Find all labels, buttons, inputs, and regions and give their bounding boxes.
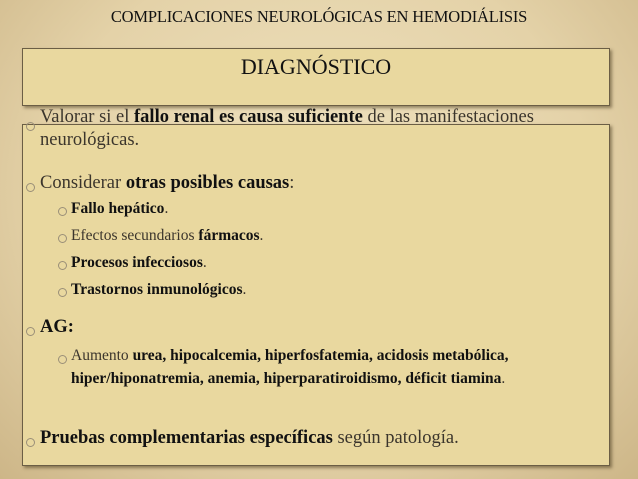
list-item [40,106,585,152]
text-bold: AG: [40,317,74,337]
list-subitem [71,279,591,302]
list-subitem [71,345,601,390]
bullet-icon [26,438,35,447]
bullet-icon [26,122,35,131]
list-item [40,427,585,450]
text-bold: Pruebas complementarias específicas [40,428,333,448]
list-subitem [71,225,591,248]
bullet-icon [58,234,67,243]
bullet-icon [58,288,67,297]
bullet-icon [26,327,35,336]
text: : [289,173,295,193]
text-bold: Trastornos inmunológicos [71,281,243,298]
text: . [259,227,264,244]
text: . [242,281,247,298]
text: . [202,254,207,271]
list-item [40,172,585,195]
text: . [501,369,506,387]
text-bold: Procesos infecciosos [71,254,203,271]
title-box [22,48,610,106]
text: Valorar si el [40,107,135,127]
text-bold: Fallo hepático [71,200,165,217]
text: Efectos secundarios [71,227,199,244]
slide-supertitle: COMPLICACIONES NEUROLÓGICAS EN HEMODIÁLISIS [110,7,528,26]
bullet-icon [26,183,35,192]
text: según patología. [332,428,459,448]
bullet-icon [58,207,67,216]
bullet-icon [58,261,67,270]
text-bold: fallo renal es causa suficiente [134,107,363,127]
text: Considerar [40,173,126,193]
text: Aumento [71,347,133,364]
text-bold: otras posibles causas [125,173,290,193]
list-subitem [71,198,591,221]
text: de las manifestaciones neurológicas. [40,107,534,150]
bullet-icon [58,355,67,364]
list-subitem [71,252,591,275]
list-item [40,316,585,339]
text-bold: fármacos [198,227,260,244]
text: . [164,200,169,217]
text-bold: urea, hipocalcemia, hiperfosfatemia, acidosis metabólica, hiper/hiponatremia, anemia, hiperparatiroidismo, déficit tiamina [71,347,509,387]
slide-title: DIAGNÓSTICO [240,54,392,79]
